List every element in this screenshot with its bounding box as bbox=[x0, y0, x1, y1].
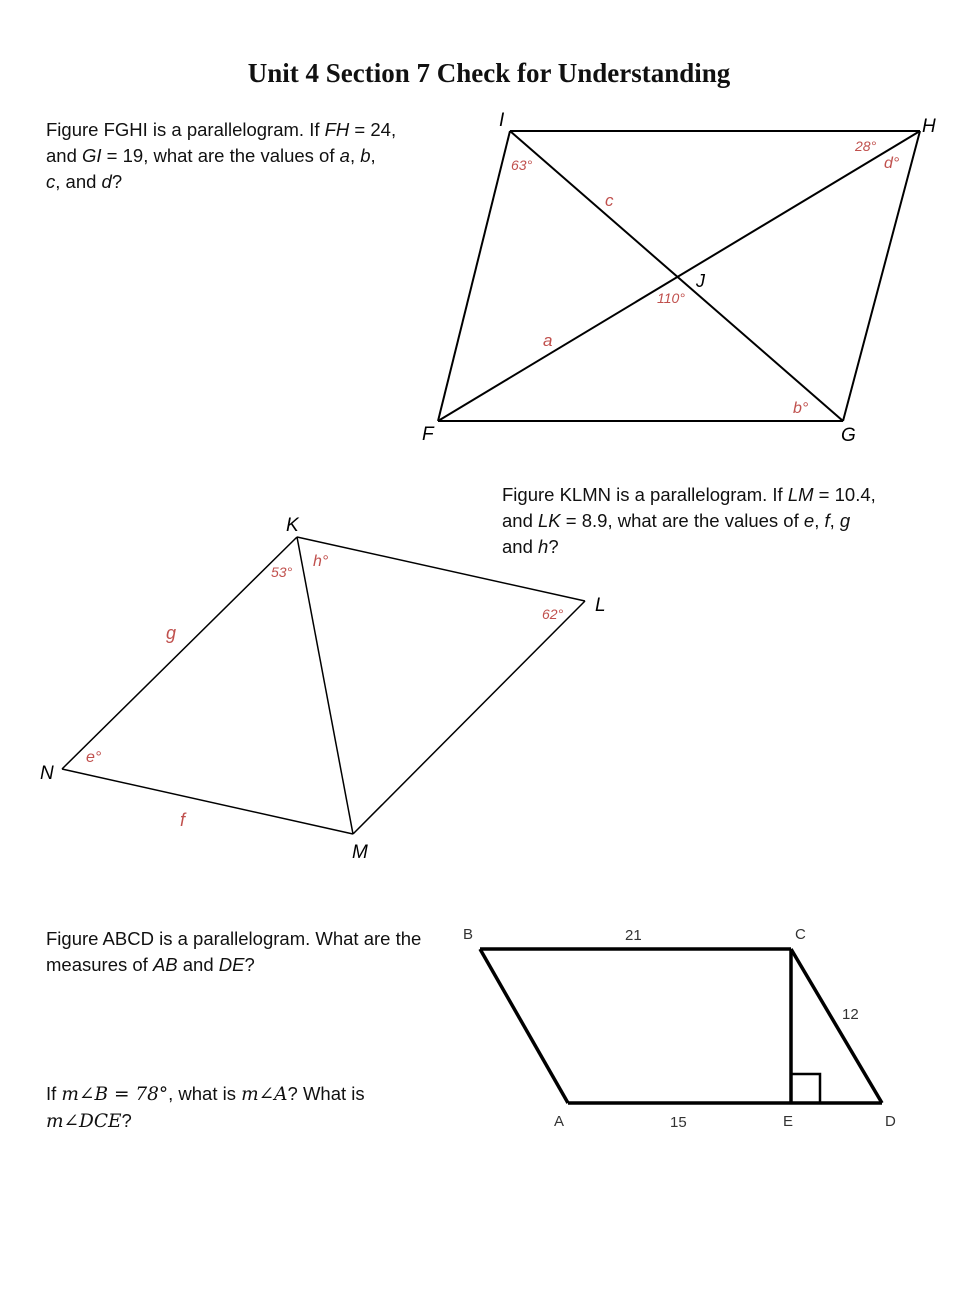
right-angle-marker bbox=[791, 1074, 820, 1103]
measure-bc: 21 bbox=[625, 927, 642, 944]
angle-j-110: 110° bbox=[657, 290, 685, 306]
segment-a: a bbox=[543, 331, 553, 350]
diagonal-ig bbox=[510, 131, 843, 421]
angle-e: e° bbox=[86, 749, 102, 766]
question-klmn: Figure KLMN is a parallelogram. If LM = 10.4, and LK = 8.9, what are the values of e, f, g and h? bbox=[502, 484, 876, 557]
vertex-j: J bbox=[696, 271, 705, 291]
question-abcd: Figure ABCD is a parallelogram. What are the measures of AB and DE? bbox=[46, 928, 422, 975]
angle-i-63: 63° bbox=[511, 157, 533, 173]
vertex-c: C bbox=[795, 926, 806, 943]
page-title: Unit 4 Section 7 Check for Understanding bbox=[247, 58, 731, 88]
angle-h-28: 28° bbox=[855, 138, 877, 154]
figure-fghi bbox=[438, 131, 920, 421]
side-fi bbox=[438, 131, 510, 421]
side-label-g: g bbox=[166, 623, 177, 643]
angle-d: d° bbox=[884, 155, 900, 172]
segment-c: c bbox=[605, 191, 614, 210]
side-label-f: f bbox=[180, 810, 186, 830]
diagonal-fh bbox=[438, 131, 920, 421]
vertex-k: K bbox=[286, 515, 299, 536]
figure-klmn-labels bbox=[40, 515, 606, 863]
vertex-d: D bbox=[885, 1113, 896, 1130]
angle-l-62: 62° bbox=[542, 606, 564, 622]
figure-abcd bbox=[480, 949, 882, 1103]
vertex-m: M bbox=[352, 842, 368, 863]
diagonal-km bbox=[297, 537, 353, 834]
vertex-h: H bbox=[922, 116, 936, 137]
measure-cd: 12 bbox=[842, 1006, 859, 1023]
side-hg bbox=[843, 131, 920, 421]
figure-abcd-labels bbox=[463, 926, 896, 1131]
side-mn bbox=[62, 769, 353, 834]
side-ab bbox=[480, 949, 568, 1103]
vertex-e: E bbox=[783, 1113, 794, 1130]
side-lm bbox=[353, 601, 585, 834]
vertex-n: N bbox=[40, 763, 54, 784]
question-fghi: Figure FGHI is a parallelogram. If FH = 24, and GI = 19, what are the values of a, b, c, and d? bbox=[46, 119, 397, 192]
angle-k-53: 53° bbox=[271, 564, 293, 580]
vertex-f: F bbox=[422, 424, 434, 445]
vertex-i: I bbox=[499, 110, 505, 131]
vertex-g: G bbox=[841, 425, 856, 446]
question-angles: If m∠B = 78°, what is m∠A? What is m∠DCE? bbox=[46, 1083, 365, 1132]
angle-b: b° bbox=[793, 400, 809, 417]
side-cd bbox=[791, 949, 882, 1103]
vertex-l: L bbox=[595, 595, 606, 616]
side-nk bbox=[62, 537, 297, 769]
figure-klmn bbox=[62, 537, 585, 834]
measure-ae: 15 bbox=[670, 1114, 687, 1131]
vertex-b: B bbox=[463, 926, 474, 943]
vertex-a: A bbox=[554, 1113, 565, 1130]
side-kl bbox=[297, 537, 585, 601]
angle-h: h° bbox=[313, 553, 329, 570]
